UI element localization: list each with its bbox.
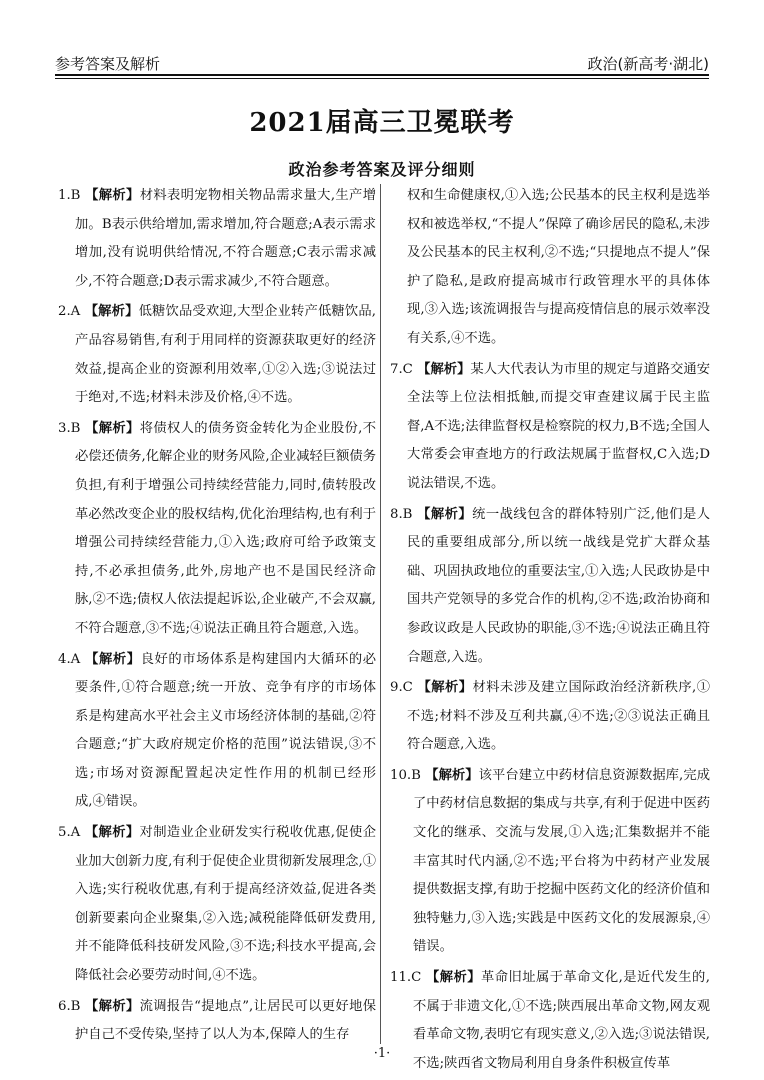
answer-item-1 [58,182,376,296]
answer-item-10 [390,762,710,962]
answer-item-5 [58,819,376,991]
answer-text: 材料表明宠物相关物品需求量大,生产增加。B表示供给增加,需求增加,符合题意;A表示需求增加,没有说明供给情况,不符合题意;C表示需求减少,不符合题意;D表示需求减少,不符合题意。 [75,188,377,289]
analysis-tag: 【解析】 [417,506,473,522]
column-divider [380,184,381,1044]
answer-item-6-continued: 权和生命健康权,①入选;公民基本的民主权利是选举权和被选举权,“不提人”保障了确诊居民的隐私,未涉及公民基本的民主权利,②不选;“只提地点不提人”保护了隐私,是政府提高城市行政管理水平的具体体现,③入选;该流调报告与提高疫情信息的展示效率没有关系,④不选。 [407,188,710,346]
analysis-tag: 【解析】 [85,188,140,203]
answer-item-8 [390,501,710,673]
answer-item-4 [58,646,376,818]
answer-number: 6.B [58,998,81,1014]
document-title: 2021届高三卫冕联考 [249,108,515,138]
analysis-tag: 【解析】 [84,304,139,320]
analysis-tag: 【解析】 [417,361,471,377]
answer-text: 某人大代表认为市里的规定与道路交通安全法等上位法相抵触,而提交审查建议属于民主监督,A不选;法律监督权是检察院的权力,B不选;全国人大常委会审查地方的行政法规属于监督权,C入选;D说法错误,不选。 [407,361,711,491]
answer-text: 良好的市场体系是构建国内大循环的必要条件,①符合题意;统一开放、竞争有序的市场体系是构建高水平社会主义市场经济体制的基础,②符合题意;“扩大政府规定价格的范围”说法错误,③不选;市场对资源配置起决定性作用的机制已经形成,④错误。 [75,651,377,810]
answer-number: 3.B [58,420,81,436]
header-right-text: 政治(新高考·湖北) [587,55,709,73]
answer-text: 材料未涉及建立国际政治经济新秩序,①不选;材料不涉及互利共赢,④不选;②③说法正确且符合题意,入选。 [407,680,710,753]
left-column [58,182,376,1052]
answer-item-7 [390,356,710,499]
answer-text: 流调报告“提地点”,让居民可以更好地保护自己不受传染,坚持了以人为本,保障人的生存 [75,998,377,1043]
analysis-tag: 【解析】 [426,970,482,986]
answer-text: 将债权人的债务资金转化为企业股份,不必偿还债务,化解企业的财务风险,企业减轻巨额债务负担,有利于增强公司持续经营能力,同时,债转股改革必然改变企业的股权结构,优化治理结构,也有利于增强公司持续经营能力,①入选;政府可给予政策支持,不必承担债务,此外,房地产也不是国民经济命脉,②不选;债权人依法提起诉讼,企业破产,不会双赢,不符合题意,③不选;④说法正确且符合题意,入选。 [75,420,377,636]
analysis-tag: 【解析】 [417,680,473,696]
document-subtitle: 政治参考答案及评分细则 [288,160,476,179]
answer-text: 对制造业企业研发实行税收优惠,促使企业加大创新力度,有利于促使企业贯彻新发展理念,①入选;实行税收优惠,有利于提高经济效益,促进各类创新要素向企业聚集,②入选;减税能降低研发费用,并不能降低科技研发风险,③不选;科技水平提高,会降低社会必要劳动时间,④不选。 [75,825,377,984]
analysis-tag: 【解析】 [85,420,140,436]
answer-number: 11.C [390,970,422,986]
answer-number: 2.A [58,304,81,320]
header-rule-thick [55,74,709,76]
analysis-tag: 【解析】 [84,825,140,841]
page-number: ·1· [373,1046,391,1061]
answer-number: 5.A [58,825,81,841]
answer-item-2 [58,298,376,412]
page-header [55,46,709,74]
answer-text: 该平台建立中药材信息资源数据库,完成了中药材信息数据的集成与共享,有利于促进中医药文化的继承、交流与发展,①入选;汇集数据并不能丰富其时代内涵,②不选;平台将为中药材产业发展提供数据支撑,有助于挖掘中医药文化的经济价值和独特魅力,③入选;实践是中医药文化的发展源泉,④错误。 [413,767,710,955]
header-rule-thin [55,78,709,79]
answer-number: 4.A [58,651,81,667]
analysis-tag: 【解析】 [85,651,141,667]
answer-item-9 [390,674,710,760]
right-column [390,182,710,1080]
answer-number: 9.C [390,680,413,696]
answer-number: 1.B [58,188,81,203]
answer-number: 7.C [390,361,413,377]
analysis-tag: 【解析】 [85,998,140,1014]
answer-number: 10.B [390,767,421,783]
answer-text: 低糖饮品受欢迎,大型企业转产低糖饮品,产品容易销售,有利于用同样的资源获取更好的经济效益,提高企业的资源利用效率,①②入选;③说法过于绝对,不选;材料未涉及价格,④不选。 [75,304,377,406]
answer-text: 统一战线包含的群体特别广泛,他们是人民的重要组成部分,所以统一战线是党扩大群众基础、巩固执政地位的重要法宝,①入选;人民政协是中国共产党领导的多党合作的机构,②不选;政治协商和参政议政是人民政协的职能,③不选;④说法正确且符合题意,入选。 [407,506,711,665]
answer-item-11 [390,964,710,1078]
answer-number: 8.B [390,506,413,522]
analysis-tag: 【解析】 [425,767,479,783]
answer-item-6 [58,993,376,1050]
answer-item-3 [58,415,376,644]
answer-text: 革命旧址属于革命文化,是近代发生的,不属于非遗文化,①不选;陕西展出革命文物,网友观看革命文物,表明它有现实意义,②入选;③说法错误,不选;陕西省文物局利用自身条件积极宣传革 [413,970,710,1071]
header-left-text: 参考答案及解析 [55,55,161,73]
